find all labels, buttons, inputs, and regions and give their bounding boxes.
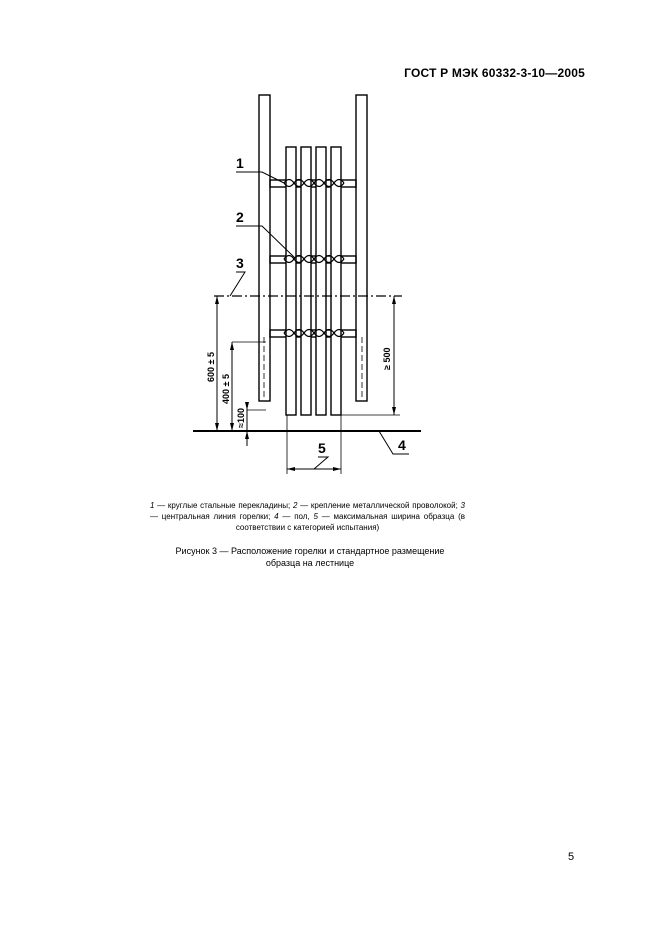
leader-3 <box>230 272 245 296</box>
dimension-500: ≥ 500 <box>382 347 392 370</box>
legend-num-5: 5 <box>313 512 318 521</box>
caption-line-1: Рисунок 3 — Расположение горелки и стандартное размещение <box>175 546 445 556</box>
caption-line-2: образца на лестнице <box>265 558 355 568</box>
figure-caption <box>140 545 480 569</box>
figure-legend <box>150 500 465 533</box>
callout-1: 1 <box>236 155 244 171</box>
legend-num-4: 4 <box>274 512 279 521</box>
page-number: 5 <box>568 851 575 863</box>
legend-text-2: — крепление металлической проволокой; <box>297 501 461 510</box>
ladder-upright-left <box>259 95 270 401</box>
document-header: ГОСТ Р МЭК 60332-3-10—2005 <box>404 66 585 80</box>
callout-2: 2 <box>236 209 244 225</box>
legend-text-1: — круглые стальные перекладины; <box>154 501 293 510</box>
legend-text-4: — пол, <box>278 512 314 521</box>
leader-5 <box>314 457 328 469</box>
dimension-100: ≈100 <box>236 408 246 428</box>
legend-text-5: — максимальная ширина образца (в соответствии с категорией испытания) <box>235 512 465 532</box>
dimension-400: 400 ± 5 <box>221 374 231 404</box>
ladder-upright-right <box>356 95 367 401</box>
callout-3: 3 <box>236 255 244 271</box>
legend-num-2: 2 <box>292 501 298 510</box>
legend-text-3: — центральная линия горелки; <box>150 512 275 521</box>
dimension-600: 600 ± 5 <box>206 352 216 382</box>
callout-5: 5 <box>318 440 326 456</box>
legend-num-1: 1 <box>150 501 155 510</box>
callout-4: 4 <box>398 437 406 453</box>
legend-num-3: 3 <box>460 501 465 510</box>
